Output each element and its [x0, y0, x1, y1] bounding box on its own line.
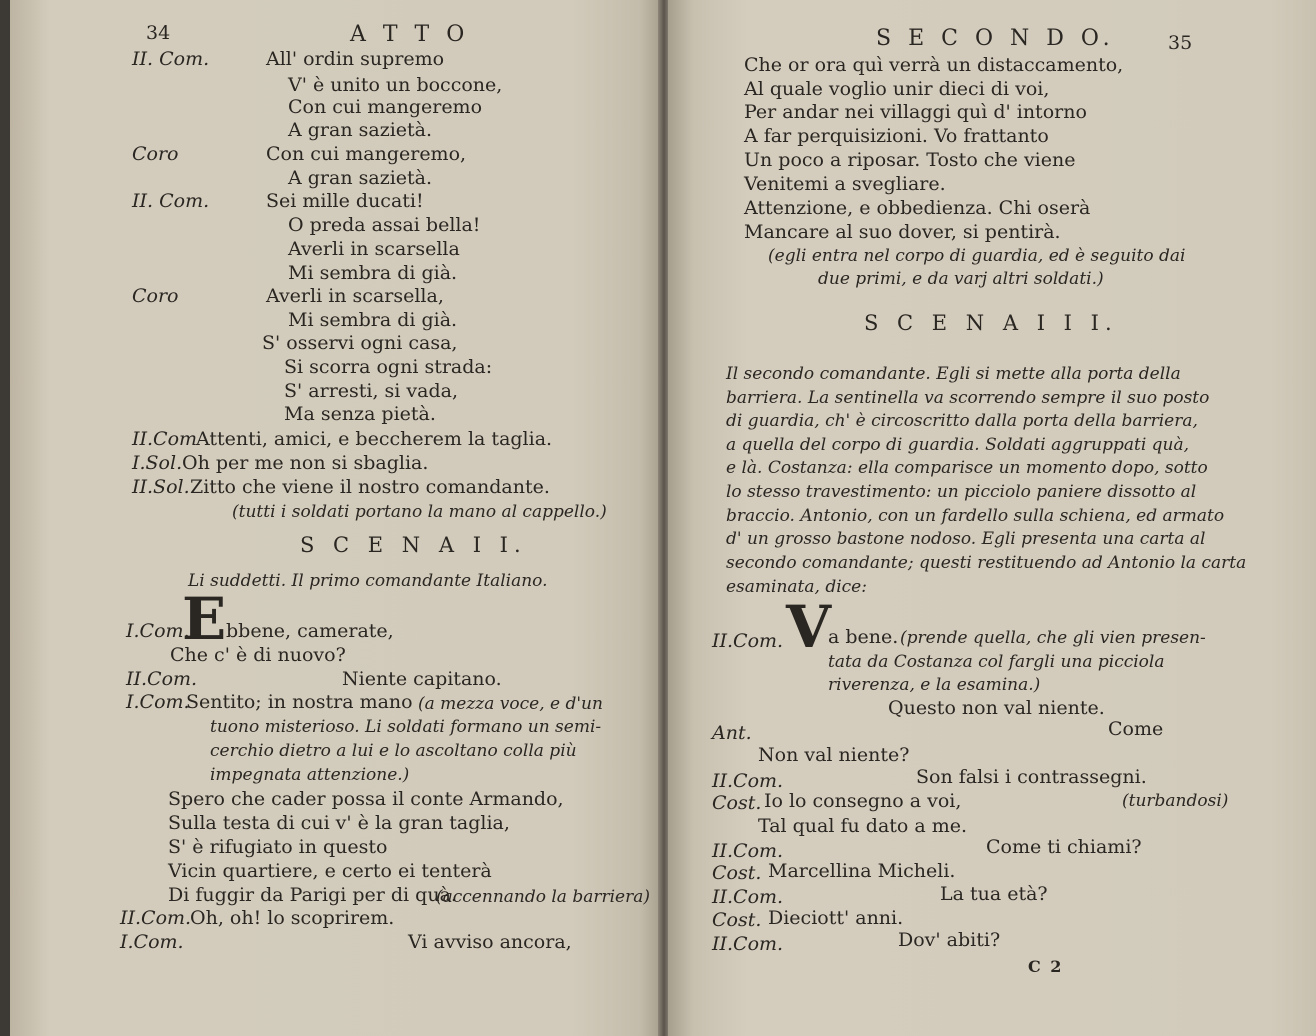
aside-direction: (turbandosi) [1122, 791, 1229, 811]
dialogue-line: Marcellina Micheli. [768, 860, 956, 882]
dialogue-line: Che c' è di nuovo? [170, 644, 346, 666]
aside-direction: (a mezza voce, e d'un [418, 694, 603, 714]
verse-line: Con cui mangeremo, [266, 143, 467, 165]
scene-description: barriera. La sentinella va scorrendo sempre il suo posto [726, 388, 1210, 408]
verse-line: Che or ora quì verrà un distaccamento, [744, 54, 1124, 76]
verse-line: Al quale voglio unir dieci di voi, [744, 78, 1050, 100]
speaker-label: II.Com. [126, 668, 198, 690]
speaker-label: Coro [132, 143, 179, 165]
scene-description: Il secondo comandante. Egli si mette alla porta della [726, 364, 1181, 384]
speaker-label: II. Com. [132, 190, 210, 212]
speaker-label: I.Sol. [132, 452, 183, 474]
scene-title: S C E N A I I I. [864, 311, 1118, 335]
verse-line: A gran sazietà. [288, 119, 433, 141]
speaker-label: I.Com. [126, 691, 190, 713]
prose-line: Attenti, amici, e beccherem la taglia. [196, 428, 553, 450]
speaker-label: Ant. [712, 722, 752, 744]
verse-line: V' è unito un boccone, [288, 74, 503, 96]
dialogue-line: Vi avviso ancora, [408, 931, 572, 953]
dialogue-line: Tal qual fu dato a me. [758, 815, 968, 837]
drop-cap: V [786, 593, 832, 661]
stage-direction: (prende quella, che gli vien presen- [900, 628, 1206, 648]
running-head: A T T O [350, 22, 470, 47]
dialogue-line: Io lo consegno a voi, [764, 790, 962, 812]
verse-line: Averli in scarsella, [266, 285, 444, 307]
stage-direction: due primi, e da varj altri soldati.) [818, 269, 1104, 289]
stage-direction: (tutti i soldati portano la mano al cappello.) [232, 502, 607, 522]
scene-description: e là. Costanza: ella comparisce un momento dopo, sotto [726, 458, 1208, 478]
speaker-label: II.Sol. [132, 476, 190, 498]
dialogue-line: Come [1108, 718, 1164, 740]
dialogue-line: Oh, oh! lo scoprirem. [190, 907, 395, 929]
dialogue-line: Vicin quartiere, e certo ei tenterà [168, 860, 492, 882]
dialogue-line: bbene, camerate, [226, 620, 394, 642]
scene-description: d' un grosso bastone nodoso. Egli presenta una carta al [726, 529, 1206, 549]
verse-line: A far perquisizioni. Vo frattanto [744, 125, 1049, 147]
right-page [668, 0, 1316, 1036]
speaker-label: II.Com. [712, 886, 784, 908]
verse-line: Si scorra ogni strada: [284, 356, 493, 378]
verse-line: Venitemi a svegliare. [744, 173, 946, 195]
speaker-label: I.Com. [126, 620, 190, 642]
scene-description: a quella del corpo di guardia. Soldati aggruppati quà, [726, 435, 1190, 455]
verse-line: S' arresti, si vada, [284, 380, 459, 402]
speaker-label: II.Com. [712, 933, 784, 955]
dialogue-line: Son falsi i contrassegni. [916, 766, 1147, 788]
drop-cap: E [182, 585, 227, 653]
verse-line: Attenzione, e obbedienza. Chi oserà [744, 197, 1091, 219]
verse-line: Con cui mangeremo [288, 96, 483, 118]
scene-description: lo stesso travestimento: un picciolo paniere dissotto al [726, 482, 1197, 502]
speaker-label: II.Com. [712, 840, 784, 862]
stage-direction: riverenza, e la esamina.) [828, 675, 1041, 695]
speaker-label: II.Com. [712, 630, 784, 652]
scene-description: braccio. Antonio, con un fardello sulla schiena, ed armato [726, 506, 1225, 526]
scene-description: di guardia, ch' è circoscritto dalla porta della barriera, [726, 411, 1198, 431]
stage-direction: cerchio dietro a lui e lo ascoltano colla più [210, 741, 577, 761]
dialogue-line: Sulla testa di cui v' è la gran taglia, [168, 812, 510, 834]
speaker-label: Cost. [712, 862, 762, 884]
dialogue-line: S' è rifugiato in questo [168, 836, 388, 858]
page-number: 35 [1168, 32, 1193, 54]
aside-direction: (accennando la barriera) [436, 887, 651, 907]
scene-persons: Li suddetti. Il primo comandante Italiano. [188, 571, 548, 591]
speaker-label: II.Com. [120, 907, 192, 929]
dialogue-line: Non val niente? [758, 744, 910, 766]
speaker-label: Cost. [712, 792, 762, 814]
dialogue-line: Dieciott' anni. [768, 907, 904, 929]
verse-line: Averli in scarsella [288, 238, 460, 260]
speaker-label: II.Com. [712, 770, 784, 792]
scene-title: S C E N A I I. [300, 533, 527, 557]
verse-line: Mancare al suo dover, si pentirà. [744, 221, 1061, 243]
dialogue-line: La tua età? [940, 883, 1048, 905]
dialogue-line: Niente capitano. [342, 668, 502, 690]
verse-line: All' ordin supremo [266, 48, 445, 70]
verse-line: Un poco a riposar. Tosto che viene [744, 149, 1076, 171]
verse-line: Mi sembra di già. [288, 262, 458, 284]
verse-line: Per andar nei villaggi quì d' intorno [744, 101, 1087, 123]
dialogue-line: a bene. [828, 626, 899, 648]
verse-line: O preda assai bella! [288, 214, 481, 236]
stage-direction: tuono misterioso. Li soldati formano un semi- [210, 717, 602, 737]
speaker-label: Coro [132, 285, 179, 307]
left-page [10, 0, 660, 1036]
speaker-label: II.Com [132, 428, 198, 450]
dialogue-line: Dov' abiti? [898, 929, 1001, 951]
verse-line: S' osservi ogni casa, [262, 332, 458, 354]
speaker-label: Cost. [712, 909, 762, 931]
stage-direction: (egli entra nel corpo di guardia, ed è seguito dai [768, 246, 1186, 266]
scene-description: esaminata, dice: [726, 577, 867, 597]
scene-description: secondo comandante; questi restituendo ad Antonio la carta [726, 553, 1247, 573]
dialogue-line: Sentito; in nostra mano [186, 691, 413, 713]
stage-direction: impegnata attenzione.) [210, 765, 410, 785]
prose-line: Zitto che viene il nostro comandante. [190, 476, 550, 498]
speaker-label: II. Com. [132, 48, 210, 70]
verse-line: Mi sembra di già. [288, 309, 458, 331]
running-head: S E C O N D O. [876, 26, 1115, 51]
signature-mark: C 2 [1028, 957, 1064, 976]
dialogue-line: Questo non val niente. [888, 697, 1105, 719]
speaker-label: I.Com. [120, 931, 184, 953]
prose-line: Oh per me non si sbaglia. [182, 452, 429, 474]
verse-line: Sei mille ducati! [266, 190, 424, 212]
verse-line: A gran sazietà. [288, 167, 433, 189]
dialogue-line: Spero che cader possa il conte Armando, [168, 788, 564, 810]
dialogue-line: Come ti chiami? [986, 836, 1142, 858]
verse-line: Ma senza pietà. [284, 403, 436, 425]
dialogue-line: Di fuggir da Parigi per di quà. [168, 884, 457, 906]
page-number: 34 [146, 22, 171, 44]
stage-direction: tata da Costanza col fargli una picciola [828, 652, 1165, 672]
